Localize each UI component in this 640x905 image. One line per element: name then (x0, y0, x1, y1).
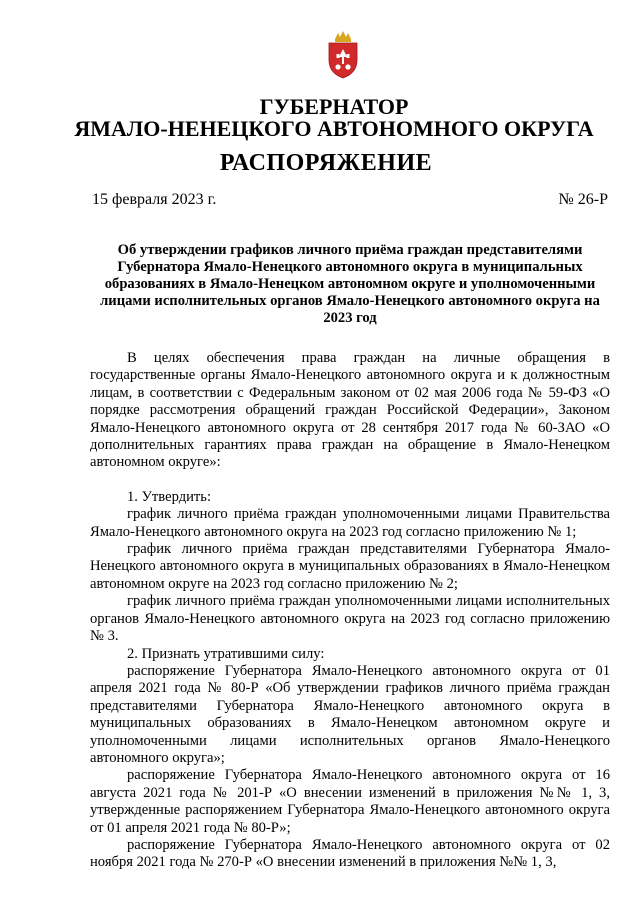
item-2-a: распоряжение Губернатора Ямало-Ненецкого автономного округа от 01 апреля 2021 года № 80-Р «Об утверждении графиков личного приёма граждан представителями Губернатора Ямало-Ненецкого автономного округа в муниципальных образованиях в Ямало-Ненецком автономном округе и уполномоченными лицами исполнительных органов Ямало-Ненецкого автономного округа»; (90, 662, 610, 766)
item-2-b: распоряжение Губернатора Ямало-Ненецкого автономного округа от 16 августа 2021 года № 201-Р «О внесении изменений в приложения №№ 1, 3, утвержденные распоряжением Губернатора Ямало-Ненецкого автономного округа от 01 апреля 2021 года № 80-Р»; (90, 767, 610, 836)
item-1-a: график личного приёма граждан уполномоченными лицами Правительства Ямало-Ненецкого автономного округа на 2023 год согласно приложению № 1; (90, 506, 610, 540)
document-body (90, 350, 610, 872)
document-subject: Об утверждении графиков личного приёма граждан представителями Губернатора Ямало-Ненецкого автономного округа в муниципальных образованиях в Ямало-Ненецком автономном округе и уполномоченными лицами исполнительных органов Ямало-Ненецкого автономного округа на 2023 год (100, 242, 600, 326)
document-date: 15 февраля 2023 г. (92, 191, 217, 208)
document-type: РАСПОРЯЖЕНИЕ (219, 150, 433, 176)
item-2-c: распоряжение Губернатора Ямало-Ненецкого автономного округа от 02 ноября 2021 года № 270-Р «О внесении изменений в приложения №№ 1, 3, (90, 836, 610, 871)
item-2-heading: 2. Признать утратившими силу: (127, 645, 325, 662)
coat-of-arms-icon (326, 30, 360, 80)
document-number: № 26-Р (558, 191, 608, 208)
item-1-c: график личного приёма граждан уполномоченными лицами исполнительных органов Ямало-Ненецкого автономного округа на 2023 год согласно приложению № 3. (90, 593, 610, 645)
item-1-heading: 1. Утвердить: (127, 488, 212, 505)
item-1-b: график личного приёма граждан представителями Губернатора Ямало-Ненецкого автономного округа в муниципальных образованиях в Ямало-Ненецком автономном округе на 2023 год согласно приложению № 2; (90, 541, 610, 592)
issuer-title: ГУБЕРНАТОР (259, 94, 409, 119)
preamble-paragraph: В целях обеспечения права граждан на личные обращения в государственные органы Ямало-Ненецкого автономного округа и к должностным лицам, в соответствии с Федеральным законом от 02 мая 2006 года № 59-ФЗ «О порядке рассмотрения обращений граждан Российской Федерации», Законом Ямало-Ненецкого автономного округа от 28 сентября 2017 года № 60-ЗАО «О дополнительных гарантиях права граждан на обращение в Ямало-Ненецком автономном округе»: (90, 350, 610, 471)
issuer-region: ЯМАЛО-НЕНЕЦКОГО АВТОНОМНОГО ОКРУГА (74, 116, 594, 141)
